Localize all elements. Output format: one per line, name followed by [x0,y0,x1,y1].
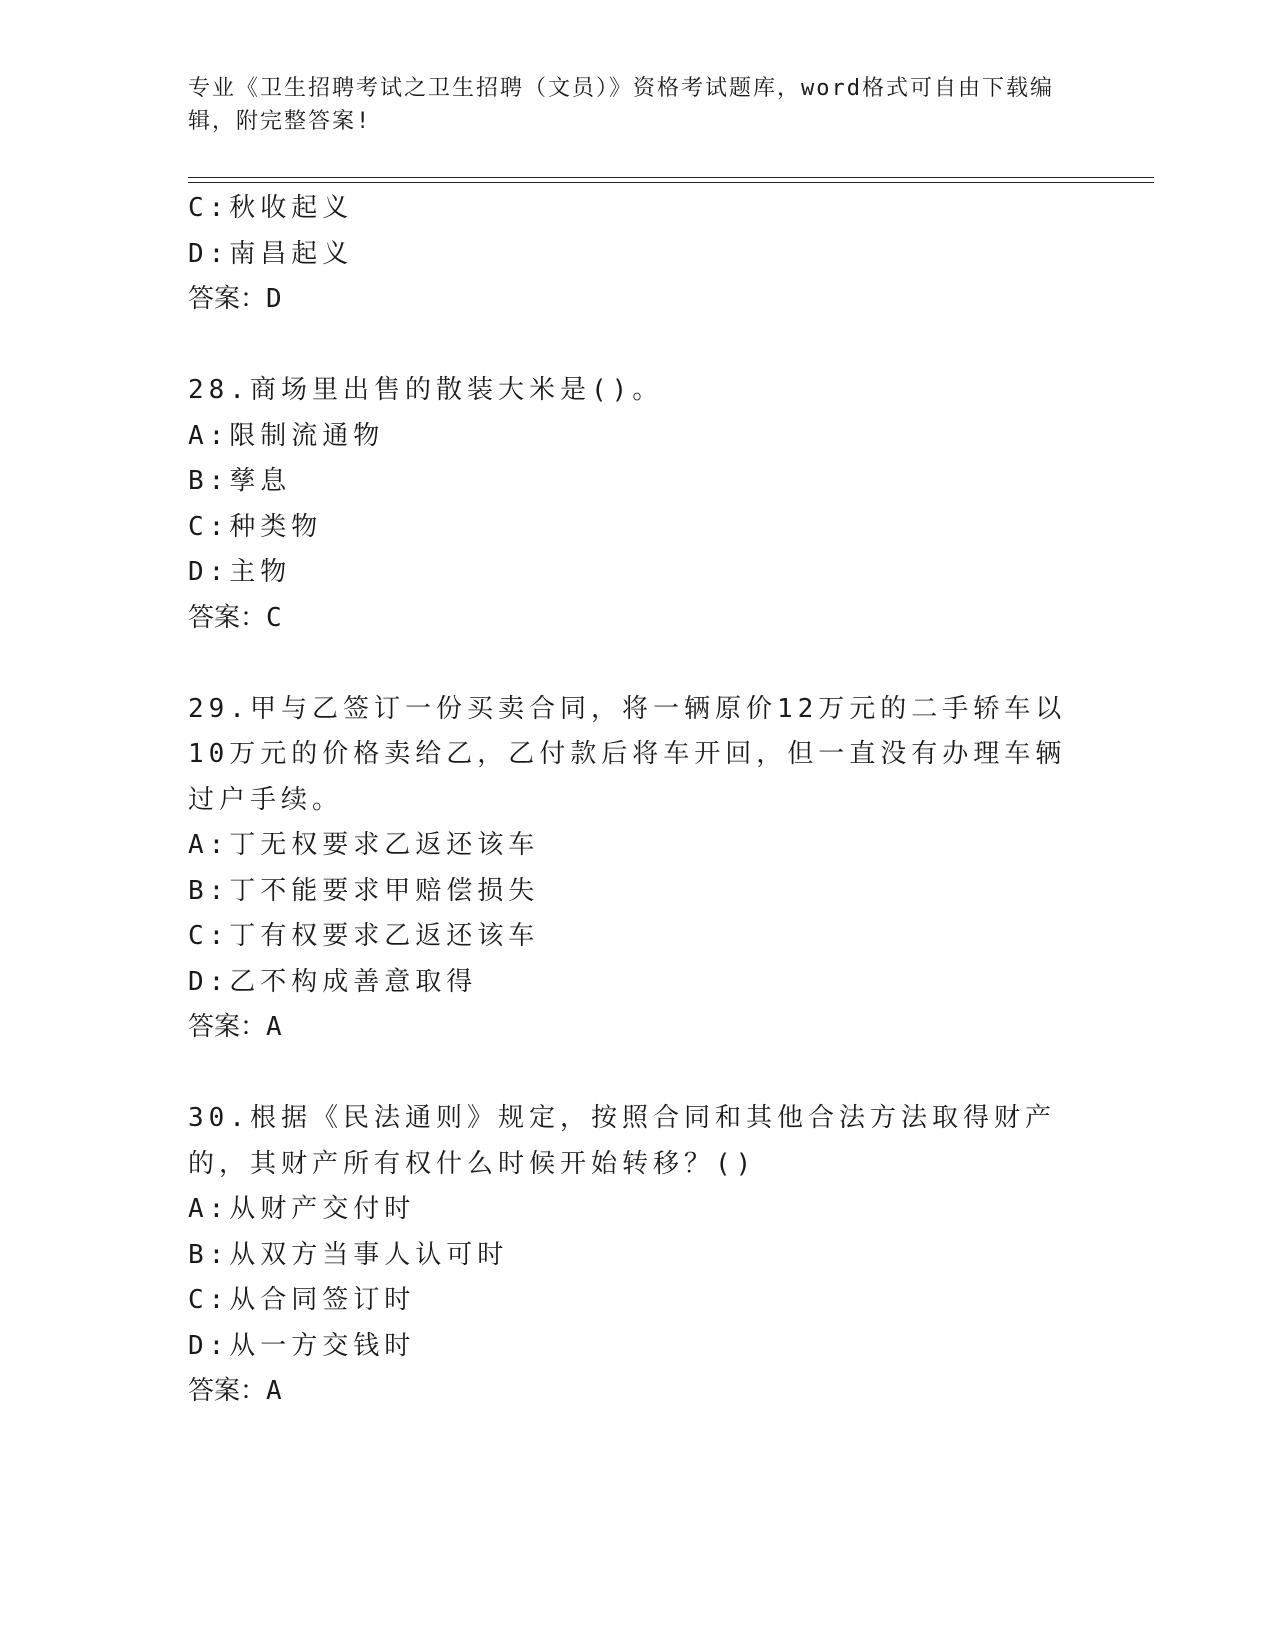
question-block [188,1096,1088,1415]
answer-line [188,596,1088,642]
answer-label: 答案： [188,284,267,314]
answer-label: 答案： [188,1376,267,1406]
answer-value: D [266,284,284,314]
answer-line [188,1005,1088,1051]
option-c: C:丁有权要求乙返还该车 [188,921,540,951]
question-stem: 30.根据《民法通则》规定，按照合同和其他合法方法取得财产的，其财产所有权什么时候开始转移？() [188,1103,1056,1179]
question-block [188,368,1088,641]
question-stem: 28.商场里出售的散装大米是()。 [188,375,664,405]
document-title: 专业《卫生招聘考试之卫生招聘（文员）》资格考试题库，word格式可自由下载编辑，附完整答案! [188,76,1054,134]
option-c: C:从合同签订时 [188,1285,416,1315]
question-block [188,687,1088,1051]
option-d: D:主物 [188,557,292,587]
answer-label: 答案： [188,602,267,633]
option-c: C:种类物 [188,511,323,542]
option-b: B:丁不能要求甲赔偿损失 [188,875,540,906]
header-rule-bottom [188,182,1154,183]
answer-value: C [266,602,284,633]
question-block-partial [188,186,1088,323]
option-a: A:限制流通物 [188,420,385,451]
option-d: D:南昌起义 [188,238,354,269]
header-rule-top [188,177,1154,178]
answer-value: A [266,1012,284,1042]
option-d: D:从一方交钱时 [188,1330,416,1361]
answer-value: A [266,1376,284,1406]
page-header [188,72,1068,138]
answer-label: 答案： [188,1012,267,1042]
option-a: A:丁无权要求乙返还该车 [188,830,540,860]
question-list [188,186,1088,1415]
answer-line [188,1369,1088,1415]
option-d: D:乙不构成善意取得 [188,966,478,997]
option-b: B:孳息 [188,466,292,496]
question-stem: 29.甲与乙签订一份买卖合同，将一辆原价12万元的二手轿车以10万元的价格卖给乙，乙付款后将车开回，但一直没有办理车辆过户手续。 [188,693,1067,815]
option-b: B:从双方当事人认可时 [188,1239,509,1270]
option-a: A:从财产交付时 [188,1194,416,1224]
answer-line [188,277,1088,323]
option-c: C:秋收起义 [188,193,354,223]
